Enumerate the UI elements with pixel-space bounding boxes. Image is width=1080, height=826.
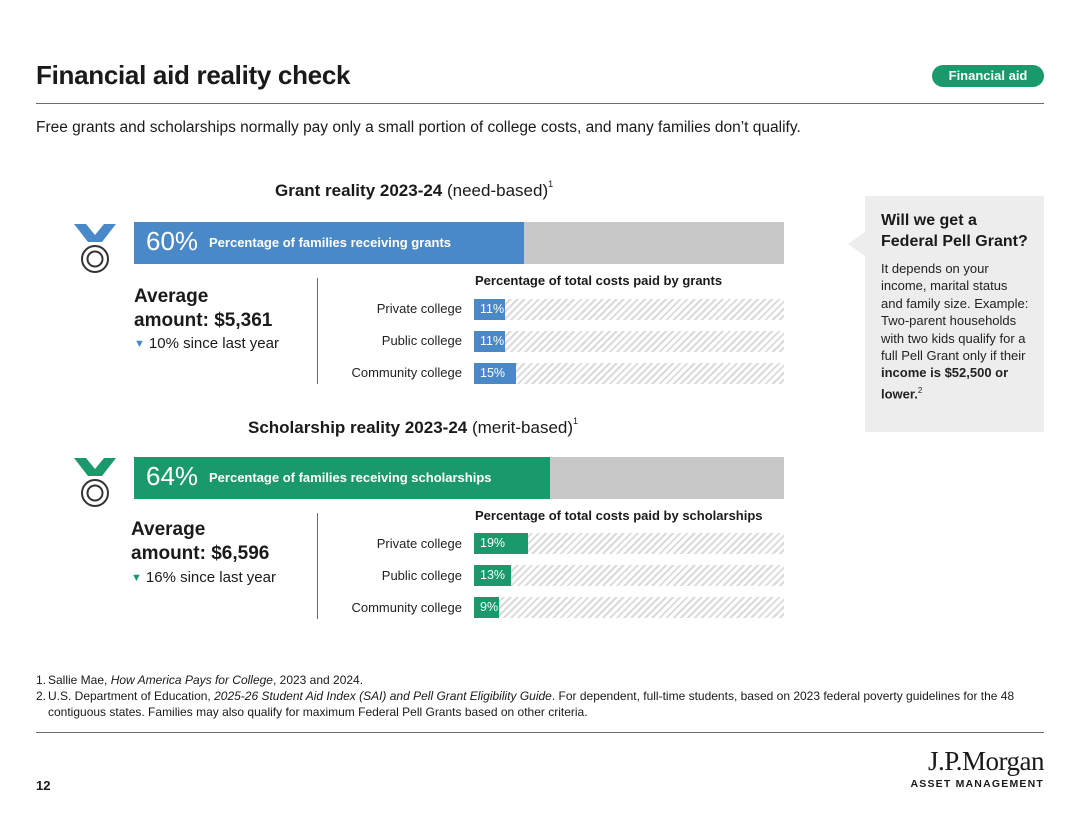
callout-footnote: 2 xyxy=(917,385,923,395)
scholarship-average-amount xyxy=(131,518,269,566)
scholarship-change xyxy=(131,569,276,586)
grant-average-line1: Average xyxy=(134,286,209,307)
footnote-2-post: . For dependent, full-time students, based on 2023 federal poverty guidelines for the 48 contiguous states. Families may also qualify for maximum Federal Pell Grants based on other criteria. xyxy=(48,689,1015,719)
footnote-number: 2. xyxy=(36,689,47,703)
logo-wordmark: J.P.Morgan xyxy=(927,746,1044,776)
footnote-1 xyxy=(36,672,1036,688)
grant-cost-bar-track xyxy=(474,299,784,320)
scholarship-title-light: (merit-based) xyxy=(467,418,574,437)
grant-title-light: (need-based) xyxy=(442,181,549,200)
scholarship-cost-bar-track xyxy=(474,533,784,554)
grant-section-title xyxy=(275,181,553,201)
footnote-1-post: , 2023 and 2024. xyxy=(272,673,364,687)
jpmorgan-logo xyxy=(900,745,1044,790)
callout-pointer xyxy=(848,232,865,256)
grant-families-bar-track xyxy=(134,222,784,264)
footnote-text xyxy=(48,672,363,688)
grant-row-label: Public college xyxy=(381,333,462,348)
grant-title-footnote: 1 xyxy=(548,179,554,189)
scholarship-average-line2: amount: $6,596 xyxy=(131,543,270,564)
callout-text: It depends on your income, marital status and family size. Example: Two-parent households with two kids qualify for a full Pell Grant only if their xyxy=(881,261,1029,364)
scholarship-title-bold: Scholarship reality 2023-24 xyxy=(248,418,468,437)
footer-divider xyxy=(36,732,1044,733)
footnote-text xyxy=(48,688,1036,720)
grant-cost-bar-track xyxy=(474,331,784,352)
scholarship-cost-bar-track xyxy=(474,597,784,618)
page-subtitle: Free grants and scholarships normally pay only a small portion of college costs, and many families don’t qualify. xyxy=(36,119,801,136)
scholarship-families-label: Percentage of families receiving scholarships xyxy=(209,470,492,485)
grant-cost-label: 15% xyxy=(480,366,506,380)
grant-average-line2: amount: $5,361 xyxy=(134,310,273,331)
scholarship-subchart-title: Percentage of total costs paid by scholarships xyxy=(475,508,763,523)
logo-subtitle: ASSET MANAGEMENT xyxy=(910,778,1044,790)
pell-grant-callout xyxy=(865,196,1044,432)
scholarship-section-title xyxy=(248,418,578,438)
scholarship-cost-label: 9% xyxy=(480,600,499,614)
grant-row-label: Private college xyxy=(376,301,462,316)
scholarship-families-pct: 64% xyxy=(146,461,199,491)
scholarship-average-line1: Average xyxy=(131,519,206,540)
grant-families-label: Percentage of families receiving grants xyxy=(209,235,452,250)
scholarship-row-label: Public college xyxy=(381,568,462,583)
footnote-1-source: How America Pays for College xyxy=(110,673,273,687)
header-divider xyxy=(36,103,1044,104)
footnotes xyxy=(36,672,1036,720)
scholarship-cost-bar-track xyxy=(474,565,784,586)
grant-medal-icon xyxy=(72,222,118,274)
callout-bold: income is $52,500 or lower. xyxy=(881,365,1009,402)
footnote-number: 1. xyxy=(36,673,47,687)
scholarship-medal-icon xyxy=(72,456,118,508)
footnote-2 xyxy=(36,688,1036,720)
footnote-2-source: 2025-26 Student Aid Index (SAI) and Pell Grant Eligibility Guide xyxy=(214,689,552,703)
page-number: 12 xyxy=(36,778,51,793)
page-title: Financial aid reality check xyxy=(36,60,351,90)
callout-body xyxy=(881,260,1030,403)
grant-change xyxy=(134,335,279,352)
scholarship-cost-label: 13% xyxy=(480,568,506,582)
scholarship-families-bar-track xyxy=(134,457,784,499)
footnote-1-pre: Sallie Mae, xyxy=(48,673,111,687)
scholarship-cost-label: 19% xyxy=(480,536,506,550)
grant-cost-label: 11% xyxy=(480,334,505,348)
down-triangle-icon: ▼ xyxy=(131,572,142,584)
grant-cost-bar-track xyxy=(474,363,784,384)
scholarship-row-label: Private college xyxy=(376,536,462,551)
callout-heading: Will we get a Federal Pell Grant? xyxy=(881,212,1028,250)
grant-cost-label: 11% xyxy=(480,302,505,316)
grant-row-label: Community college xyxy=(351,365,462,380)
category-badge: Financial aid xyxy=(932,65,1044,87)
grant-families-pct: 60% xyxy=(146,226,199,256)
grant-change-text: 10% since last year xyxy=(148,335,279,352)
grant-average-amount xyxy=(134,285,272,333)
footnote-2-pre: U.S. Department of Education, xyxy=(48,689,215,703)
scholarship-row-label: Community college xyxy=(351,600,462,615)
grant-subchart-title: Percentage of total costs paid by grants xyxy=(475,273,723,288)
scholarship-title-footnote: 1 xyxy=(573,416,579,426)
down-triangle-icon: ▼ xyxy=(134,338,145,350)
grant-title-bold: Grant reality 2023-24 xyxy=(275,181,443,200)
scholarship-change-text: 16% since last year xyxy=(145,569,276,586)
